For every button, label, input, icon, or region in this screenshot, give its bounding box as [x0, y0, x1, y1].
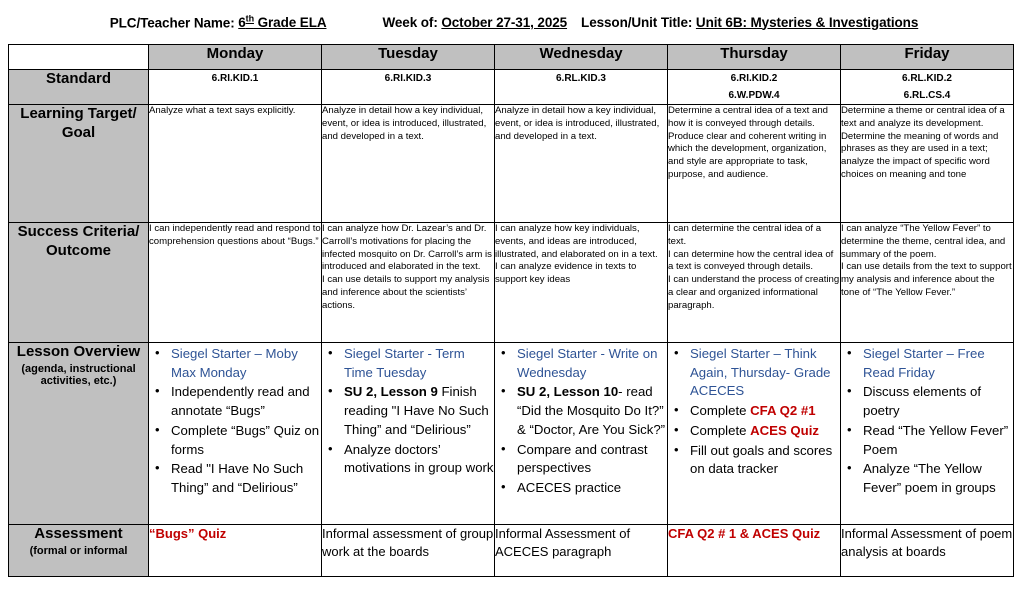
row-label-lesson-overview-main: Lesson Overview	[16, 343, 141, 360]
unit-title-label: Lesson/Unit Title:	[581, 14, 693, 30]
standard-code: 6.RI.KID.2	[730, 73, 778, 84]
row-label-learning-target: Learning Target/ Goal	[9, 105, 149, 223]
standard-code: 6.RL.KID.2	[901, 73, 952, 84]
activity-list-item	[342, 383, 494, 439]
cell-paragraph: Analyze in detail how a key individual, event, or idea is introduced, illustrated, and developed in a text.	[322, 105, 487, 142]
cell-paragraph: I can analyze evidence in texts to support key ideas	[495, 261, 637, 285]
cell-paragraph: Determine a theme or central idea of a text and analyze its development.	[841, 105, 1005, 129]
activity-link[interactable]: Siegel Starter - Write on Wednesday	[517, 346, 658, 380]
activity-list-item	[515, 383, 667, 439]
activity-text: ACECES practice	[517, 480, 622, 496]
lesson-overview-tuesday	[322, 343, 495, 525]
standard-code: 6.W.PDW.4	[728, 90, 780, 101]
success-criteria-monday	[149, 223, 322, 343]
success-criteria-wednesday	[495, 223, 668, 343]
cell-paragraph: Determine a central idea of a text and how it is conveyed through details.	[668, 105, 828, 129]
row-label-lesson-overview-sub: (agenda, instructional activities, etc.)	[21, 362, 136, 388]
activity-list-item	[169, 383, 321, 420]
activity-list	[149, 345, 321, 498]
activity-link[interactable]: Siegel Starter – Think Again, Thursday- Grade ACECES	[690, 346, 831, 399]
assessment-text: Informal Assessment of poem analysis at boards	[841, 526, 1013, 559]
activity-link[interactable]: Siegel Starter – Moby Max Monday	[171, 346, 298, 380]
assessment-thursday	[668, 525, 841, 577]
teacher-name-subject: Grade ELA	[253, 15, 327, 31]
learning-target-thursday	[668, 105, 841, 223]
column-header-wednesday: Wednesday	[495, 45, 668, 70]
assessment-text: Informal Assessment of ACECES paragraph	[495, 526, 631, 559]
success-criteria-thursday	[668, 223, 841, 343]
activity-text: Complete	[690, 403, 751, 419]
activity-text: Compare and contrast perspectives	[517, 441, 648, 476]
assessment-highlight: CFA Q2 # 1 & ACES Quiz	[668, 526, 821, 541]
standard-code: 6.RI.KID.3	[384, 73, 432, 84]
standard-code: 6.RI.KID.1	[211, 73, 259, 84]
activity-text: Read “The Yellow Fever” Poem	[863, 422, 1009, 457]
assessment-friday	[841, 525, 1014, 577]
cell-paragraph: I can analyze how key individuals, events, and ideas are introduced, illustrated, and elaborated on in a text.	[495, 223, 658, 260]
cell-paragraph: Determine the meaning of words and phrases as they are used in a text; analyze the impact of specific word choices on meaning and tone	[841, 130, 999, 180]
activity-text: Finish reading "I Have No Such Thing” and “Delirious”	[344, 384, 489, 437]
activity-list-item	[515, 441, 667, 478]
standard-thursday	[668, 70, 841, 105]
success-criteria-friday	[841, 223, 1014, 343]
table-row-lesson-overview	[9, 343, 1014, 525]
teacher-name-value	[238, 15, 326, 30]
unit-title-value: Unit 6B: Mysteries & Investigations	[695, 14, 919, 30]
activity-text: Analyze doctors’ motivations in group work	[344, 441, 494, 476]
activity-list-item	[861, 383, 1013, 420]
cell-paragraph: Analyze what a text says explicitly.	[149, 105, 296, 116]
weekly-plan-table	[8, 44, 1014, 577]
activity-list-item	[688, 442, 840, 479]
standard-wednesday	[495, 70, 668, 105]
assessment-monday	[149, 525, 322, 577]
row-label-assessment	[9, 525, 149, 577]
activity-list-item	[342, 345, 494, 382]
activity-text: SU 2, Lesson 10	[517, 384, 619, 400]
activity-text: - read “Did the Mosquito Do It?” & “Doctor, Are You Sick?”	[517, 384, 666, 437]
activity-text: Complete	[690, 422, 751, 438]
cell-paragraph: I can use details to support my analysis and inference about the scientists’ actions.	[322, 274, 490, 311]
column-header-thursday: Thursday	[668, 45, 841, 70]
learning-target-wednesday	[495, 105, 668, 223]
activity-list-item	[169, 460, 321, 497]
activity-highlight: CFA Q2 #1	[750, 403, 816, 419]
week-of-value: October 27-31, 2025	[441, 14, 568, 30]
table-row-assessment	[9, 525, 1014, 577]
cell-paragraph: I can analyze how Dr. Lazear’s and Dr. Carroll’s motivations for placing the infected mosquito on Dr. Carroll’s arm is introduced and elaborated in the text.	[322, 223, 492, 273]
activity-text: SU 2, Lesson 9	[344, 384, 438, 400]
activity-list-item	[169, 345, 321, 382]
activity-highlight: ACES Quiz	[750, 422, 819, 438]
cell-paragraph: I can analyze “The Yellow Fever” to determine the theme, central idea, and summary of the poem.	[841, 223, 1006, 260]
activity-text: Complete “Bugs” Quiz on forms	[171, 422, 320, 457]
activity-text: Fill out goals and scores on data tracker	[690, 442, 833, 477]
activity-list	[668, 345, 840, 479]
activity-link[interactable]: Siegel Starter – Free Read Friday	[863, 346, 985, 380]
success-criteria-tuesday	[322, 223, 495, 343]
table-row-standard	[9, 70, 1014, 105]
cell-paragraph: I can independently read and respond to comprehension questions about “Bugs.”	[149, 223, 321, 247]
row-label-standard: Standard	[9, 70, 149, 105]
activity-list	[322, 345, 494, 478]
activity-list	[841, 345, 1013, 498]
row-label-lesson-overview	[9, 343, 149, 525]
row-label-success-criteria: Success Criteria/ Outcome	[9, 223, 149, 343]
standard-code: 6.RL.KID.3	[555, 73, 606, 84]
standard-code: 6.RL.CS.4	[903, 90, 951, 101]
standard-tuesday	[322, 70, 495, 105]
column-header-tuesday: Tuesday	[322, 45, 495, 70]
week-of-field	[383, 15, 568, 30]
assessment-wednesday	[495, 525, 668, 577]
row-label-assessment-sub: (formal or informal	[29, 544, 128, 557]
activity-list-item	[688, 345, 840, 401]
table-row-success-criteria	[9, 223, 1014, 343]
standard-monday	[149, 70, 322, 105]
assessment-highlight: “Bugs” Quiz	[149, 526, 227, 541]
cell-paragraph: I can understand the process of creating a clear and organized informational paragraph.	[668, 274, 840, 311]
row-label-assessment-main: Assessment	[34, 525, 123, 542]
activity-text: Discuss elements of poetry	[863, 384, 981, 419]
standard-friday	[841, 70, 1014, 105]
column-header-friday: Friday	[841, 45, 1014, 70]
cell-paragraph: I can determine how the central idea of a text is conveyed through details.	[668, 248, 834, 273]
assessment-text: Informal assessment of group work at the boards	[322, 526, 494, 559]
lesson-overview-wednesday	[495, 343, 668, 525]
document-header	[0, 0, 1018, 44]
assessment-tuesday	[322, 525, 495, 577]
cell-paragraph: I can use details from the text to support my analysis and inference about the tone of “The Yellow Fever.”	[841, 261, 1012, 298]
activity-list-item	[861, 460, 1013, 497]
teacher-name-label: PLC/Teacher Name:	[109, 15, 235, 31]
activity-text: Analyze “The Yellow Fever” poem in groups	[863, 461, 996, 496]
activity-list-item	[515, 345, 667, 382]
activity-text: Read "I Have No Such Thing” and “Delirious”	[171, 461, 304, 496]
lesson-overview-friday	[841, 343, 1014, 525]
cell-paragraph: Analyze in detail how a key individual, event, or idea is introduced, illustrated, and developed in a text.	[495, 105, 660, 142]
activity-list-item	[688, 402, 840, 421]
learning-target-monday	[149, 105, 322, 223]
unit-title-field	[581, 15, 918, 30]
learning-target-friday	[841, 105, 1014, 223]
activity-list-item	[515, 479, 667, 498]
activity-list-item	[169, 422, 321, 459]
lesson-overview-monday	[149, 343, 322, 525]
activity-list	[495, 345, 667, 498]
header-corner-blank	[9, 45, 149, 70]
cell-paragraph: Produce clear and coherent writing in which the development, organization, and style are appropriate to task, purpose, and audience.	[668, 130, 827, 180]
activity-text: Independently read and annotate “Bugs”	[171, 384, 310, 419]
teacher-name-ordinal-number: 6	[238, 15, 246, 31]
activity-list-item	[861, 422, 1013, 459]
lesson-overview-thursday	[668, 343, 841, 525]
activity-list-item	[688, 422, 840, 441]
table-header-row	[9, 45, 1014, 70]
teacher-name-field	[110, 14, 327, 31]
activity-list-item	[342, 441, 494, 478]
activity-link[interactable]: Siegel Starter - Term Time Tuesday	[344, 346, 465, 380]
week-of-label: Week of:	[382, 14, 438, 30]
cell-paragraph: I can determine the central idea of a text.	[668, 223, 822, 247]
learning-target-tuesday	[322, 105, 495, 223]
activity-list-item	[861, 345, 1013, 382]
teacher-name-ordinal-suffix: th	[245, 13, 254, 24]
table-row-learning-target	[9, 105, 1014, 223]
column-header-monday: Monday	[149, 45, 322, 70]
